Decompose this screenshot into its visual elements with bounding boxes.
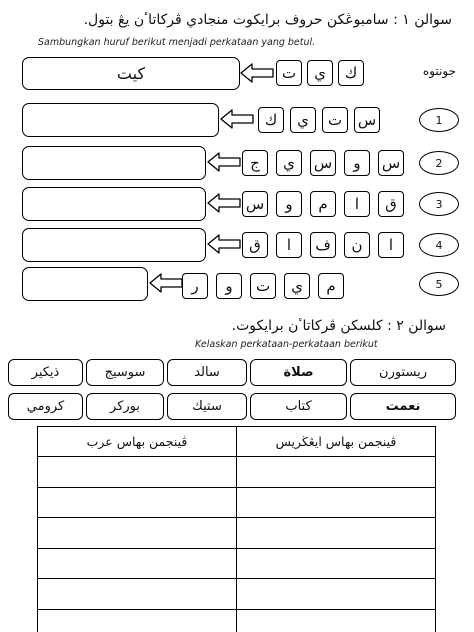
english-cell[interactable] xyxy=(237,487,436,518)
letter-tile: س xyxy=(310,150,336,176)
table-row xyxy=(38,487,436,518)
example-letter: ك xyxy=(338,60,364,86)
word-card[interactable]: ستيك xyxy=(167,393,247,420)
word-card[interactable]: ريستورن xyxy=(350,359,456,386)
table-row xyxy=(38,609,436,632)
letter-tile: ي xyxy=(290,107,316,133)
letter-tile: ج xyxy=(242,150,268,176)
column-header-arabic: ڤينجمن بهاس عرب xyxy=(38,427,237,457)
word-card[interactable]: ذيكير xyxy=(8,359,83,386)
letter-tile: ت xyxy=(322,107,348,133)
example-letter: ت xyxy=(276,60,302,86)
table-row xyxy=(38,518,436,549)
word-card[interactable]: صلاة xyxy=(250,359,347,386)
letter-tile: س xyxy=(242,191,268,217)
section-a-subtitle: Sambungkan huruf berikut menjadi perkataan yang betul. xyxy=(38,37,316,48)
arabic-cell[interactable] xyxy=(38,518,237,549)
letter-tile: و xyxy=(276,191,302,217)
answer-box-2[interactable] xyxy=(22,146,206,180)
letter-tile: ا xyxy=(276,232,302,258)
question-number: 3 xyxy=(419,192,459,216)
word-card[interactable]: بوركر xyxy=(86,393,164,420)
example-answer: كيت xyxy=(116,64,146,83)
english-cell[interactable] xyxy=(237,579,436,610)
section-a-title: سوالن ١ : سامبوڠكن حروف برايكوت منجادي ڤركاتاٴن يڠ بتول. xyxy=(83,12,452,28)
letter-tile: س xyxy=(354,107,380,133)
answer-box-3[interactable] xyxy=(22,187,206,221)
letter-tile: م xyxy=(318,273,344,299)
letter-tile: ق xyxy=(378,191,404,217)
arabic-cell[interactable] xyxy=(38,579,237,610)
section-b-title: سوالن ٢ : كلسكن ڤركاتاٴن برايكوت. xyxy=(231,318,446,334)
arabic-cell[interactable] xyxy=(38,457,237,488)
example-label: جونتوه xyxy=(422,64,456,78)
letter-tile: ت xyxy=(250,273,276,299)
arrow-icon xyxy=(220,108,254,130)
answer-box-4[interactable] xyxy=(22,228,206,262)
arrow-icon xyxy=(149,272,183,294)
arabic-cell[interactable] xyxy=(38,548,237,579)
arabic-cell[interactable] xyxy=(38,487,237,518)
letter-tile: و xyxy=(344,150,370,176)
example-letter: ي xyxy=(307,60,333,86)
letter-tile: س xyxy=(378,150,404,176)
english-cell[interactable] xyxy=(237,548,436,579)
letter-tile: ق xyxy=(242,232,268,258)
answer-box-5[interactable] xyxy=(22,267,148,301)
question-number: 1 xyxy=(419,108,459,132)
letter-tile: و xyxy=(216,273,242,299)
letter-tile: ي xyxy=(284,273,310,299)
letter-tile: ك xyxy=(258,107,284,133)
section-b-subtitle: Kelaskan perkataan-perkataan berikut xyxy=(195,339,378,350)
english-cell[interactable] xyxy=(237,609,436,632)
arabic-cell[interactable] xyxy=(38,609,237,632)
arrow-icon xyxy=(207,192,241,214)
word-card[interactable]: نعمت xyxy=(350,393,456,420)
table-row xyxy=(38,579,436,610)
column-header-english: ڤينجمن بهاس ايڠڬريس xyxy=(237,427,436,457)
question-number: 5 xyxy=(419,272,459,296)
question-number: 4 xyxy=(419,233,459,257)
letter-tile: م xyxy=(310,191,336,217)
word-card[interactable]: سوسيج xyxy=(86,359,164,386)
word-card[interactable]: كتاب xyxy=(250,393,347,420)
table-row xyxy=(38,548,436,579)
classification-table xyxy=(37,426,436,632)
question-number: 2 xyxy=(419,151,459,175)
letter-tile: ن xyxy=(344,232,370,258)
letter-tile: ي xyxy=(276,150,302,176)
example-arrow-icon xyxy=(240,62,274,84)
example-answer-box xyxy=(22,57,240,90)
word-card[interactable]: سالد xyxy=(167,359,247,386)
arrow-icon xyxy=(207,151,241,173)
word-card[interactable]: كرومي xyxy=(8,393,83,420)
answer-box-1[interactable] xyxy=(22,103,219,137)
letter-tile: ا xyxy=(378,232,404,258)
letter-tile: ا xyxy=(344,191,370,217)
letter-tile: ر xyxy=(182,273,208,299)
english-cell[interactable] xyxy=(237,457,436,488)
english-cell[interactable] xyxy=(237,518,436,549)
arrow-icon xyxy=(207,233,241,255)
letter-tile: ف xyxy=(310,232,336,258)
table-row xyxy=(38,457,436,488)
